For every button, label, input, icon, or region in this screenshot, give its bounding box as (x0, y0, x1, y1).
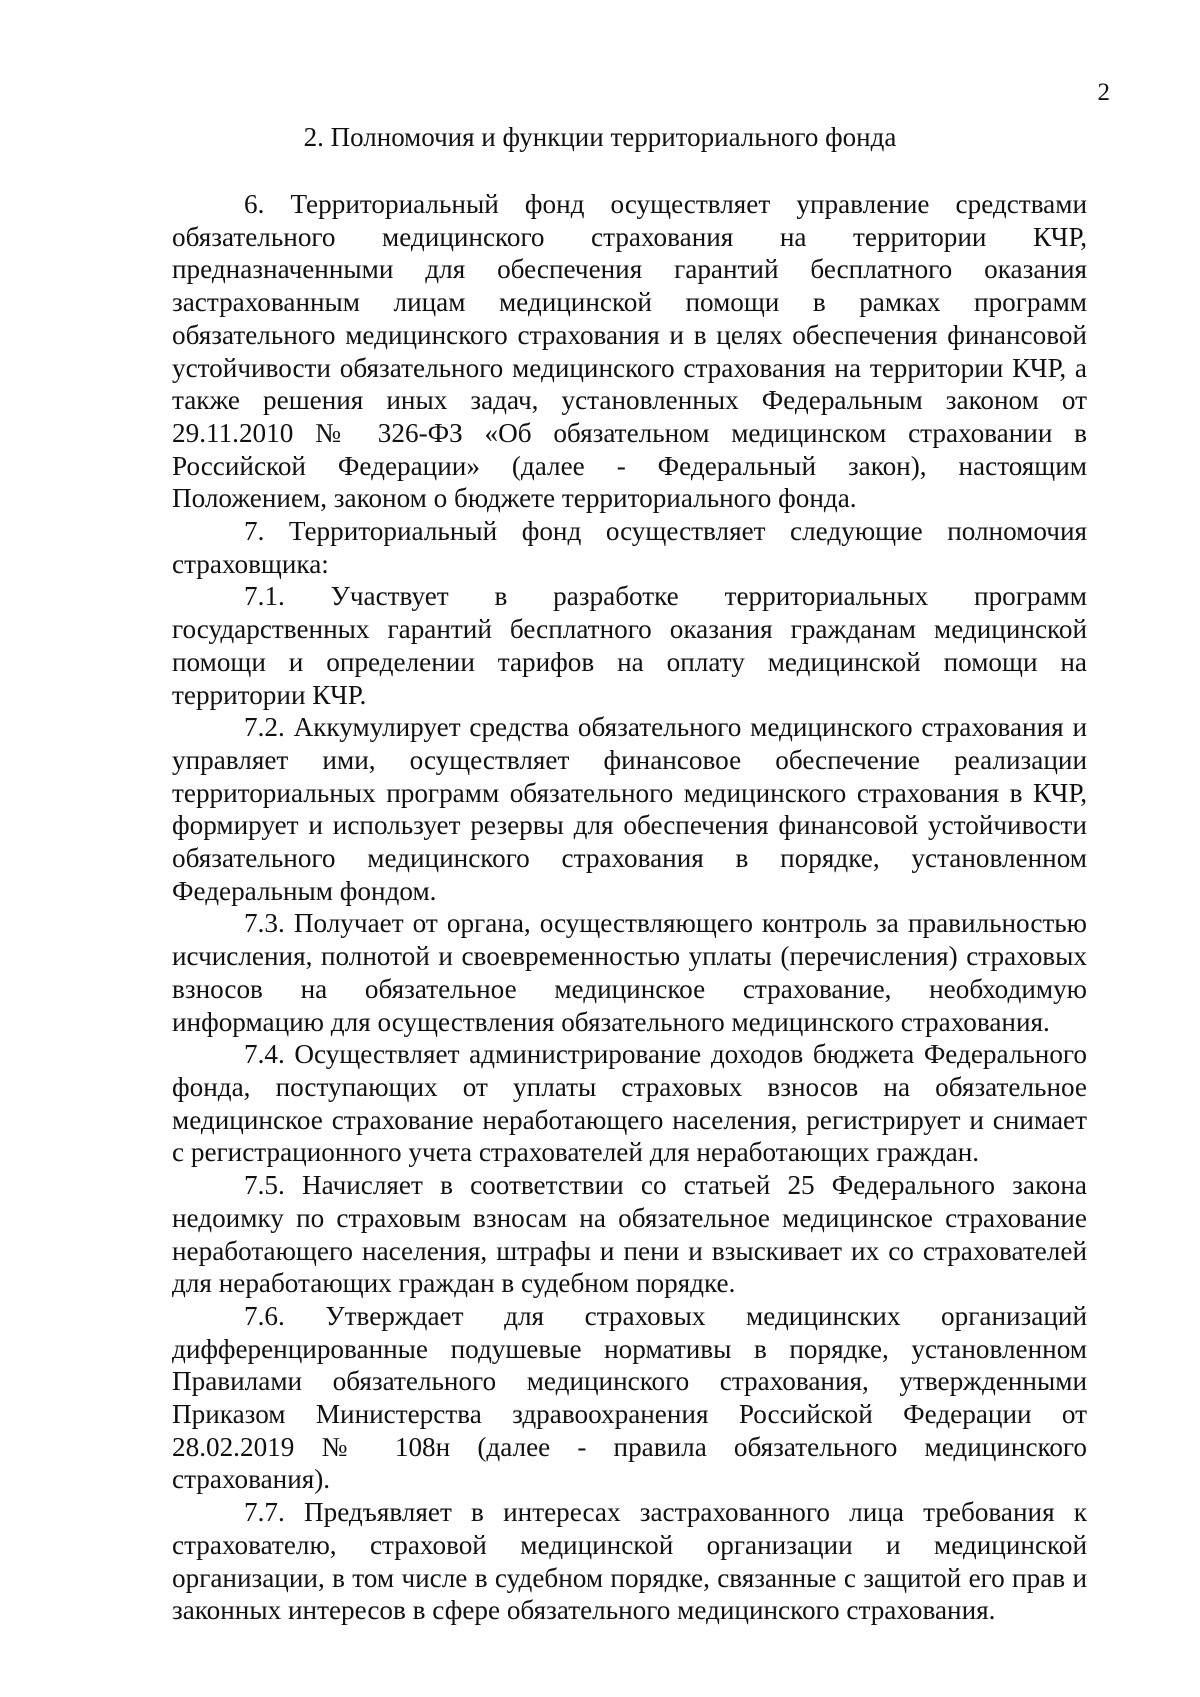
paragraph-7-5: 7.5. Начисляет в соответствии со статьей 25 Федерального закона недоимку по страховым взносам на обязательное медицинское страхование неработающего населения, штрафы и пени и взыскивает их со страхователей для неработающих граждан в судебном порядке. (172, 1170, 1087, 1299)
section-title: 2. Полномочия и функции территориального фонда (303, 122, 897, 152)
paragraph-7: 7. Территориальный фонд осуществляет следующие полномочия страховщика: (172, 516, 1087, 579)
paragraph-7-6: 7.6. Утверждает для страховых медицинских организаций дифференцированные подушевые нормативы в порядке, установленном Правилами обязательного медицинского страхования, утвержденными Приказом Министерства здравоохранения Российской Федерации от 28.02.2019 № 108н (далее - правила обязательного медицинского страхования). (172, 1300, 1087, 1495)
paragraph-7-1: 7.1. Участвует в разработке территориальных программ государственных гарантий бесплатного оказания гражданам медицинской помощи и определении тарифов на оплату медицинской помощи на территории КЧР. (172, 581, 1087, 710)
paragraph-7-3: 7.3. Получает от органа, осуществляющего контроль за правильностью исчисления, полнотой и своевременностью уплаты (перечисления) страховых взносов на обязательное медицинское страхование, необходимую информацию для осуществления обязательного медицинского страхования. (172, 908, 1087, 1037)
paragraph-7-2: 7.2. Аккумулирует средства обязательного медицинского страхования и управляет ими, осуществляет финансовое обеспечение реализации территориальных программ обязательного медицинского страхования в КЧР, формирует и использует резервы для обеспечения финансовой устойчивости обязательного медицинского страхования в порядке, установленном Федеральным фондом. (172, 712, 1087, 906)
paragraph-7-4: 7.4. Осуществляет администрирование доходов бюджета Федерального фонда, поступающих от уплаты страховых взносов на обязательное медицинское страхование неработающего населения, регистрирует и снимает с регистрационного учета страхователей для неработающих граждан. (172, 1039, 1087, 1168)
paragraph-6: 6. Территориальный фонд осуществляет управление средствами обязательного медицинского страхования на территории КЧР, предназначенными для обеспечения гарантий бесплатного оказания застрахованным лицам медицинской помощи в рамках программ обязательного медицинского страхования и в целях обеспечения финансовой устойчивости обязательного медицинского страхования на территории КЧР, а также решения иных задач, установленных Федеральным законом от 29.11.2010 № 326-ФЗ «Об обязательном медицинском страховании в Российской Федерации» (далее - Федеральный закон), настоящим Положением, законом о бюджете территориального фонда. (172, 189, 1087, 514)
paragraph-7-7: 7.7. Предъявляет в интересах застрахованного лица требования к страхователю, страховой медицинской организации и медицинской организации, в том числе в судебном порядке, связанные с защитой его прав и законных интересов в сфере обязательного медицинского страхования. (172, 1497, 1087, 1626)
document-body (172, 188, 1087, 1627)
page-number: 2 (1097, 79, 1110, 106)
